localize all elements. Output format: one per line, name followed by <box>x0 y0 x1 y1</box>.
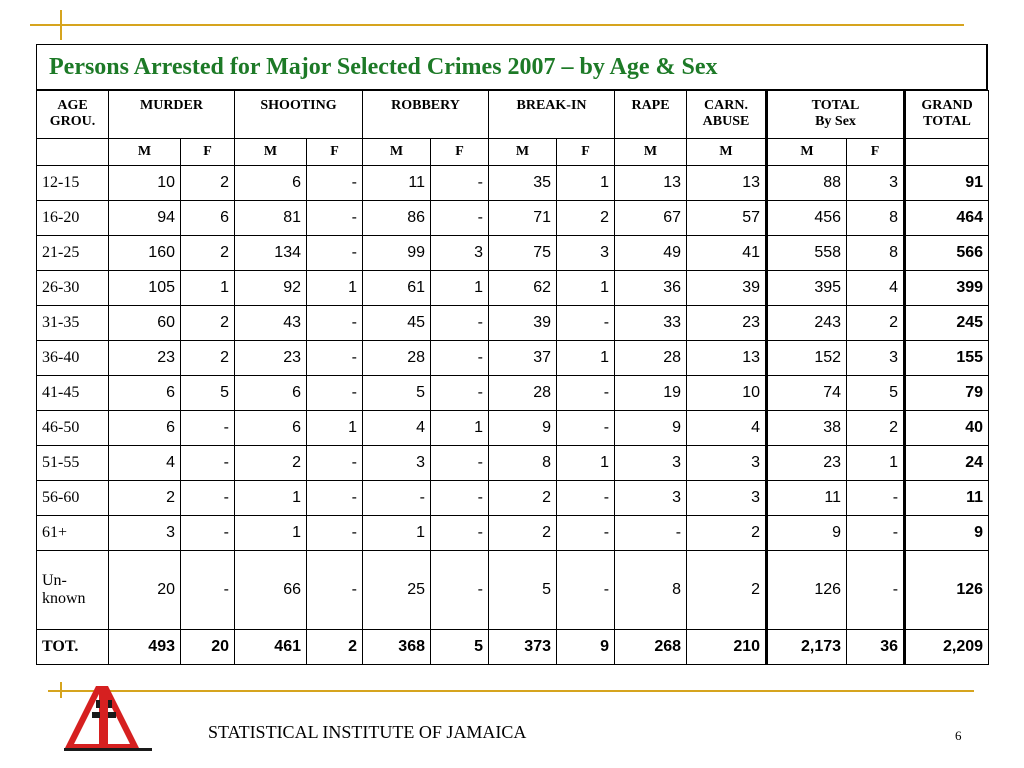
age-group-cell: 31-35 <box>37 306 109 341</box>
grand-total-cell: 399 <box>905 271 989 306</box>
subheader-cell: M <box>687 139 767 166</box>
value-cell: 9 <box>489 411 557 446</box>
value-cell: - <box>431 201 489 236</box>
value-cell: 134 <box>235 236 307 271</box>
value-cell: 8 <box>847 201 905 236</box>
value-cell: 13 <box>687 341 767 376</box>
subheader-row <box>37 139 989 166</box>
grand-total-cell: 9 <box>905 516 989 551</box>
table-row <box>37 516 989 551</box>
value-cell: 8 <box>489 446 557 481</box>
value-cell: 74 <box>767 376 847 411</box>
value-cell: 2 <box>181 166 235 201</box>
value-cell: 2 <box>687 551 767 630</box>
subheader-empty <box>905 139 989 166</box>
table-row <box>37 376 989 411</box>
value-cell: 2 <box>181 341 235 376</box>
value-cell: 75 <box>489 236 557 271</box>
value-cell: 23 <box>767 446 847 481</box>
value-cell: 36 <box>847 630 905 665</box>
subheader-empty <box>37 139 109 166</box>
value-cell: 210 <box>687 630 767 665</box>
value-cell: 373 <box>489 630 557 665</box>
age-group-cell: 12-15 <box>37 166 109 201</box>
value-cell: 3 <box>847 166 905 201</box>
table-row <box>37 551 989 630</box>
value-cell: 456 <box>767 201 847 236</box>
value-cell: 5 <box>363 376 431 411</box>
header-robbery: ROBBERY <box>363 91 489 139</box>
value-cell: 243 <box>767 306 847 341</box>
value-cell: - <box>557 306 615 341</box>
age-group-cell: 46-50 <box>37 411 109 446</box>
arrests-table <box>36 90 989 665</box>
value-cell: 11 <box>767 481 847 516</box>
value-cell: 81 <box>235 201 307 236</box>
value-cell: 88 <box>767 166 847 201</box>
value-cell: 23 <box>109 341 181 376</box>
value-cell: 160 <box>109 236 181 271</box>
value-cell: 4 <box>363 411 431 446</box>
value-cell: 41 <box>687 236 767 271</box>
value-cell: 126 <box>767 551 847 630</box>
page-title: Persons Arrested for Major Selected Crimes 2007 – by Age & Sex <box>49 53 718 80</box>
value-cell: - <box>181 446 235 481</box>
subheader-cell: F <box>847 139 905 166</box>
value-cell: 67 <box>615 201 687 236</box>
header-age: AGE GROU. <box>37 91 109 139</box>
grand-total-cell: 155 <box>905 341 989 376</box>
value-cell: 2 <box>307 630 363 665</box>
value-cell: 461 <box>235 630 307 665</box>
value-cell: 3 <box>847 341 905 376</box>
header-break-in: BREAK-IN <box>489 91 615 139</box>
title-box <box>36 44 988 90</box>
value-cell: 36 <box>615 271 687 306</box>
value-cell: 28 <box>489 376 557 411</box>
value-cell: 493 <box>109 630 181 665</box>
value-cell: 11 <box>363 166 431 201</box>
value-cell: - <box>615 516 687 551</box>
value-cell: 8 <box>847 236 905 271</box>
age-group-cell: 61+ <box>37 516 109 551</box>
slide-content <box>36 44 988 665</box>
value-cell: 61 <box>363 271 431 306</box>
value-cell: 10 <box>109 166 181 201</box>
value-cell: - <box>557 481 615 516</box>
table-row <box>37 271 989 306</box>
subheader-cell: F <box>557 139 615 166</box>
value-cell: 94 <box>109 201 181 236</box>
value-cell: 4 <box>687 411 767 446</box>
value-cell: - <box>307 306 363 341</box>
value-cell: 558 <box>767 236 847 271</box>
value-cell: - <box>181 411 235 446</box>
value-cell: 5 <box>489 551 557 630</box>
value-cell: 1 <box>307 411 363 446</box>
subheader-cell: M <box>235 139 307 166</box>
value-cell: - <box>307 446 363 481</box>
value-cell: 2 <box>235 446 307 481</box>
value-cell: - <box>181 516 235 551</box>
value-cell: 13 <box>687 166 767 201</box>
value-cell: 1 <box>181 271 235 306</box>
value-cell: 43 <box>235 306 307 341</box>
value-cell: 3 <box>615 446 687 481</box>
value-cell: 25 <box>363 551 431 630</box>
value-cell: 4 <box>847 271 905 306</box>
table-row <box>37 306 989 341</box>
value-cell: - <box>181 551 235 630</box>
value-cell: - <box>307 236 363 271</box>
table-row <box>37 201 989 236</box>
value-cell: - <box>431 166 489 201</box>
value-cell: 2 <box>489 481 557 516</box>
age-group-cell: 26-30 <box>37 271 109 306</box>
value-cell: 6 <box>109 411 181 446</box>
value-cell: 28 <box>615 341 687 376</box>
grand-total-cell: 91 <box>905 166 989 201</box>
value-cell: 2 <box>109 481 181 516</box>
age-group-cell: TOT. <box>37 630 109 665</box>
value-cell: 4 <box>109 446 181 481</box>
value-cell: 23 <box>235 341 307 376</box>
value-cell: 92 <box>235 271 307 306</box>
header-rape: RAPE <box>615 91 687 139</box>
value-cell: 395 <box>767 271 847 306</box>
table-row <box>37 411 989 446</box>
value-cell: 6 <box>181 201 235 236</box>
subheader-cell: M <box>767 139 847 166</box>
value-cell: 33 <box>615 306 687 341</box>
value-cell: 2 <box>489 516 557 551</box>
footer-org-name: STATISTICAL INSTITUTE OF JAMAICA <box>208 722 527 742</box>
value-cell: 2 <box>181 236 235 271</box>
value-cell: 3 <box>615 481 687 516</box>
value-cell: 9 <box>557 630 615 665</box>
value-cell: - <box>431 516 489 551</box>
value-cell: 23 <box>687 306 767 341</box>
age-group-cell: 21-25 <box>37 236 109 271</box>
table-row <box>37 481 989 516</box>
page-number: 6 <box>955 728 962 743</box>
table-row <box>37 166 989 201</box>
value-cell: - <box>557 516 615 551</box>
value-cell: 86 <box>363 201 431 236</box>
value-cell: 6 <box>235 411 307 446</box>
header-carnal-abuse: CARN. ABUSE <box>687 91 767 139</box>
grand-total-cell: 126 <box>905 551 989 630</box>
grand-total-cell: 2,209 <box>905 630 989 665</box>
value-cell: - <box>847 551 905 630</box>
value-cell: - <box>307 551 363 630</box>
grand-total-cell: 464 <box>905 201 989 236</box>
subheader-cell: M <box>615 139 687 166</box>
value-cell: - <box>431 341 489 376</box>
table-row <box>37 630 989 665</box>
value-cell: 10 <box>687 376 767 411</box>
value-cell: - <box>431 306 489 341</box>
value-cell: - <box>307 516 363 551</box>
value-cell: - <box>557 411 615 446</box>
header-row <box>37 91 989 139</box>
age-group-cell: 16-20 <box>37 201 109 236</box>
value-cell: 20 <box>109 551 181 630</box>
value-cell: 2 <box>847 411 905 446</box>
subheader-cell: M <box>109 139 181 166</box>
value-cell: 6 <box>109 376 181 411</box>
grand-total-cell: 24 <box>905 446 989 481</box>
value-cell: 45 <box>363 306 431 341</box>
value-cell: - <box>307 376 363 411</box>
table-row <box>37 236 989 271</box>
value-cell: - <box>557 376 615 411</box>
value-cell: 3 <box>687 481 767 516</box>
table-row <box>37 341 989 376</box>
value-cell: 19 <box>615 376 687 411</box>
value-cell: 49 <box>615 236 687 271</box>
value-cell: 39 <box>687 271 767 306</box>
value-cell: 2 <box>687 516 767 551</box>
value-cell: - <box>431 551 489 630</box>
value-cell: 3 <box>431 236 489 271</box>
value-cell: 1 <box>363 516 431 551</box>
value-cell: 5 <box>431 630 489 665</box>
value-cell: 39 <box>489 306 557 341</box>
value-cell: 1 <box>557 166 615 201</box>
value-cell: 5 <box>847 376 905 411</box>
age-group-cell: 36-40 <box>37 341 109 376</box>
table-row <box>37 446 989 481</box>
value-cell: 9 <box>615 411 687 446</box>
top-accent-line <box>30 24 964 26</box>
value-cell: - <box>557 551 615 630</box>
value-cell: - <box>431 481 489 516</box>
value-cell: 1 <box>557 341 615 376</box>
value-cell: 2 <box>557 201 615 236</box>
value-cell: 71 <box>489 201 557 236</box>
value-cell: 57 <box>687 201 767 236</box>
value-cell: 5 <box>181 376 235 411</box>
value-cell: 13 <box>615 166 687 201</box>
grand-total-cell: 79 <box>905 376 989 411</box>
subheader-cell: M <box>363 139 431 166</box>
value-cell: - <box>307 341 363 376</box>
header-shooting: SHOOTING <box>235 91 363 139</box>
value-cell: 268 <box>615 630 687 665</box>
value-cell: 2 <box>847 306 905 341</box>
bottom-accent-line <box>48 690 974 692</box>
value-cell: 368 <box>363 630 431 665</box>
value-cell: - <box>431 446 489 481</box>
value-cell: 3 <box>557 236 615 271</box>
value-cell: 66 <box>235 551 307 630</box>
value-cell: 8 <box>615 551 687 630</box>
value-cell: 37 <box>489 341 557 376</box>
value-cell: - <box>363 481 431 516</box>
header-grand-total: GRAND TOTAL <box>905 91 989 139</box>
value-cell: 20 <box>181 630 235 665</box>
value-cell: 28 <box>363 341 431 376</box>
age-group-cell: 51-55 <box>37 446 109 481</box>
value-cell: 62 <box>489 271 557 306</box>
value-cell: 38 <box>767 411 847 446</box>
value-cell: 1 <box>235 481 307 516</box>
value-cell: 3 <box>687 446 767 481</box>
age-group-cell: 56-60 <box>37 481 109 516</box>
subheader-cell: F <box>307 139 363 166</box>
value-cell: 3 <box>109 516 181 551</box>
value-cell: 1 <box>431 411 489 446</box>
subheader-cell: M <box>489 139 557 166</box>
table-body <box>37 166 989 665</box>
value-cell: - <box>307 481 363 516</box>
value-cell: 6 <box>235 376 307 411</box>
header-murder: MURDER <box>109 91 235 139</box>
value-cell: - <box>847 516 905 551</box>
value-cell: - <box>181 481 235 516</box>
value-cell: - <box>847 481 905 516</box>
grand-total-cell: 245 <box>905 306 989 341</box>
header-total-by-sex: TOTAL By Sex <box>767 91 905 139</box>
value-cell: 9 <box>767 516 847 551</box>
value-cell: 35 <box>489 166 557 201</box>
value-cell: 1 <box>431 271 489 306</box>
value-cell: 60 <box>109 306 181 341</box>
value-cell: 1 <box>557 446 615 481</box>
value-cell: 1 <box>307 271 363 306</box>
value-cell: 1 <box>847 446 905 481</box>
grand-total-cell: 40 <box>905 411 989 446</box>
value-cell: - <box>307 201 363 236</box>
value-cell: 2,173 <box>767 630 847 665</box>
value-cell: - <box>431 376 489 411</box>
grand-total-cell: 11 <box>905 481 989 516</box>
age-group-cell: Un- known <box>37 551 109 630</box>
value-cell: 99 <box>363 236 431 271</box>
value-cell: 1 <box>557 271 615 306</box>
value-cell: 152 <box>767 341 847 376</box>
statin-logo-icon <box>56 680 152 752</box>
value-cell: - <box>307 166 363 201</box>
value-cell: 105 <box>109 271 181 306</box>
value-cell: 3 <box>363 446 431 481</box>
age-group-cell: 41-45 <box>37 376 109 411</box>
top-accent-tick <box>60 10 62 40</box>
value-cell: 1 <box>235 516 307 551</box>
grand-total-cell: 566 <box>905 236 989 271</box>
subheader-cell: F <box>181 139 235 166</box>
value-cell: 2 <box>181 306 235 341</box>
value-cell: 6 <box>235 166 307 201</box>
subheader-cell: F <box>431 139 489 166</box>
